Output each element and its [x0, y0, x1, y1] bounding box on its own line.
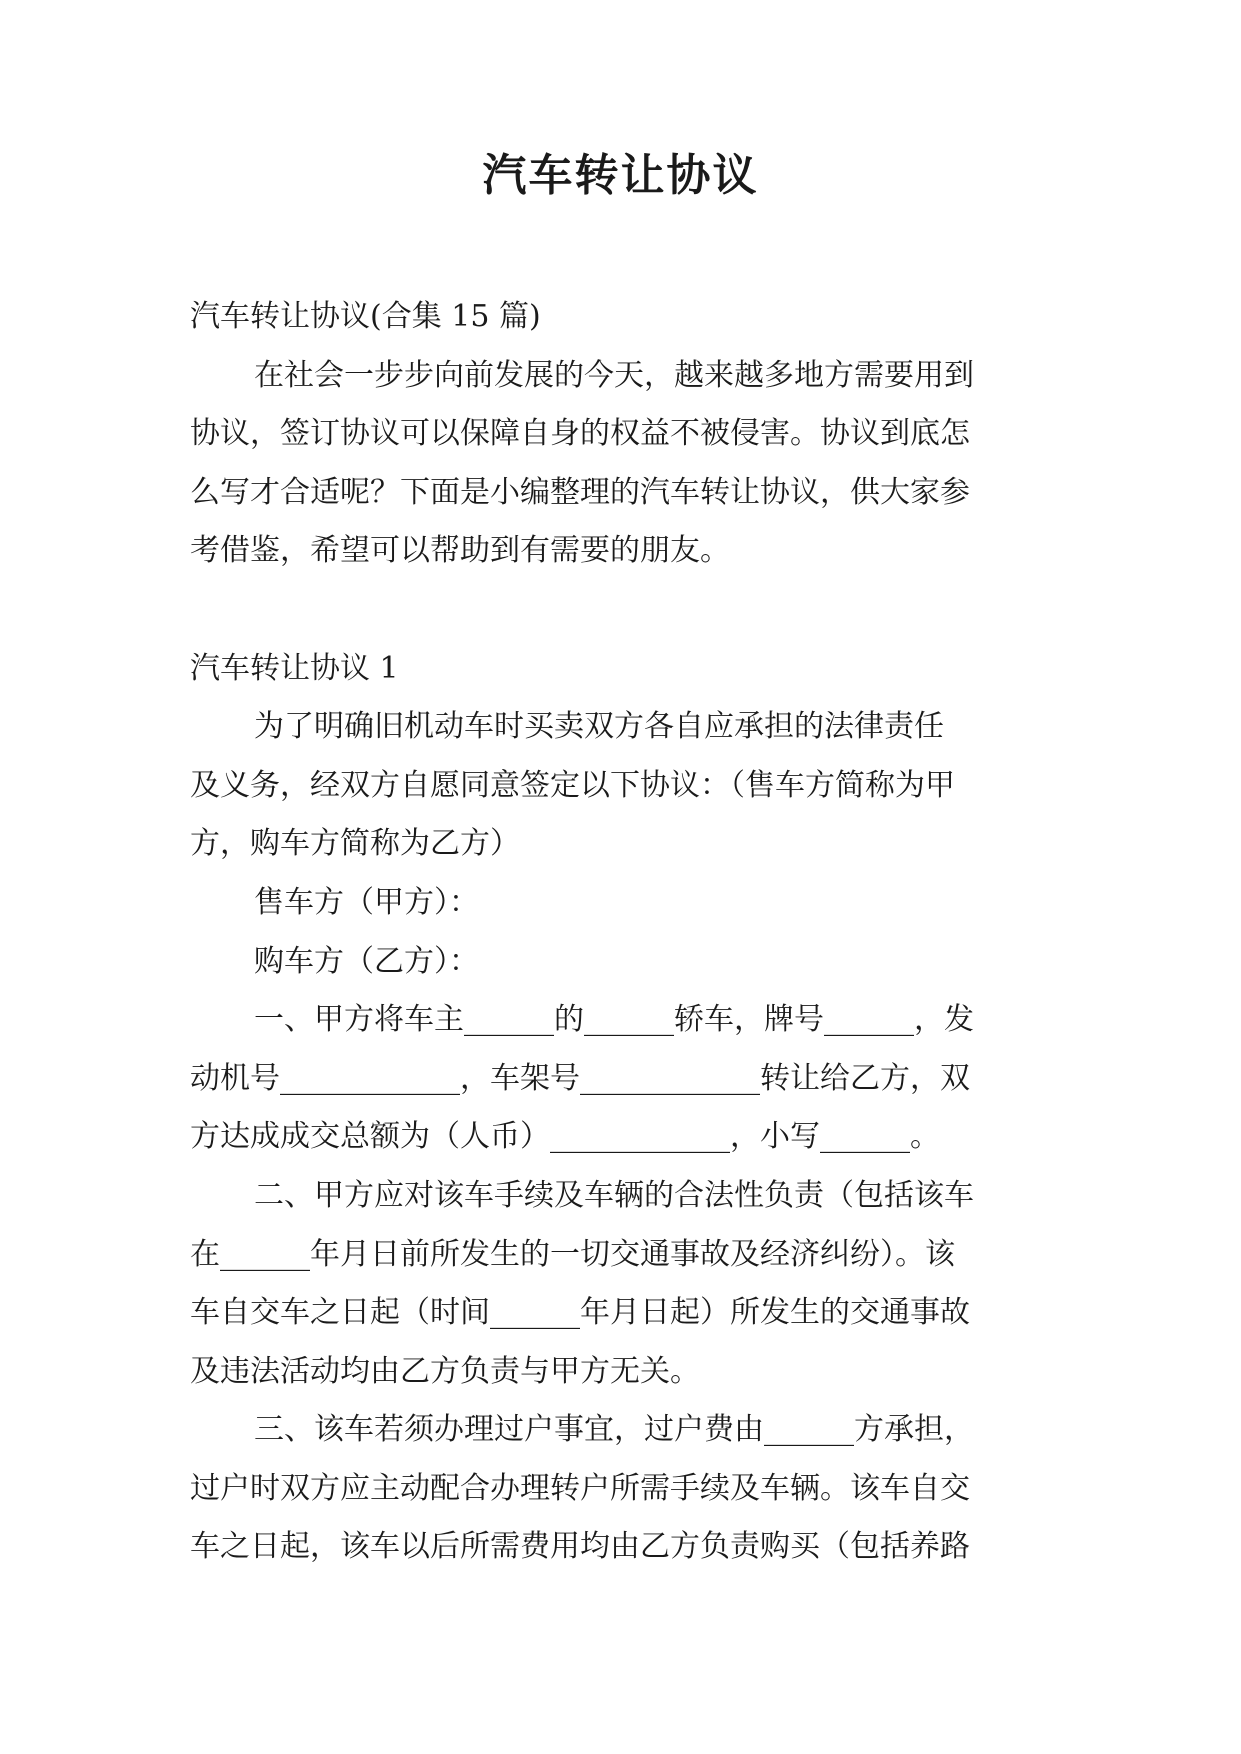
agreement-line: 及违法活动均由乙方负责与甲方无关。: [190, 1353, 700, 1389]
document-subtitle: 汽车转让协议(合集 15 篇): [190, 299, 541, 334]
intro-line: 协议，签订协议可以保障自身的权益不被侵害。协议到底怎: [190, 416, 970, 452]
agreement-line: 购车方（乙方）：: [254, 943, 479, 979]
agreement-line: 售车方（甲方）：: [254, 884, 479, 920]
agreement-line: 车自交车之日起（时间______年月日起）所发生的交通事故: [190, 1295, 970, 1331]
agreement-line: 方达成成交总额为（人币）____________，小写______。: [190, 1119, 940, 1155]
section-heading: 汽车转让协议 1: [190, 650, 399, 686]
intro-line: 在社会一步步向前发展的今天，越来越多地方需要用到: [254, 357, 974, 393]
agreement-line: 三、该车若须办理过户事宜，过户费由______方承担，: [254, 1412, 974, 1448]
document-body: [190, 288, 1052, 1577]
agreement-line: 二、甲方应对该车手续及车辆的合法性负责（包括该车: [254, 1177, 974, 1213]
agreement-line: 动机号____________，车架号____________转让给乙方，双: [190, 1060, 970, 1096]
agreement-line: 方，购车方简称为乙方）: [190, 826, 520, 862]
intro-line: 么写才合适呢？下面是小编整理的汽车转让协议，供大家参: [190, 474, 970, 510]
document-title: 汽车转让协议: [482, 150, 759, 201]
agreement-line: 及义务，经双方自愿同意签定以下协议：（售车方简称为甲: [190, 767, 955, 803]
agreement-line: 车之日起，该车以后所需费用均由乙方负责购买（包括养路: [190, 1529, 970, 1565]
intro-line: 考借鉴，希望可以帮助到有需要的朋友。: [190, 533, 730, 569]
paragraph-gap: [190, 581, 1052, 640]
agreement-line: 过户时双方应主动配合办理转户所需手续及车辆。该车自交: [190, 1470, 970, 1506]
agreement-line: 为了明确旧机动车时买卖双方各自应承担的法律责任: [254, 709, 944, 745]
agreement-line: 在______年月日前所发生的一切交通事故及经济纠纷）。该: [190, 1236, 955, 1272]
agreement-text: [190, 698, 1052, 1577]
agreement-line: 一、甲方将车主______的______轿车，牌号______，发: [254, 1002, 974, 1038]
